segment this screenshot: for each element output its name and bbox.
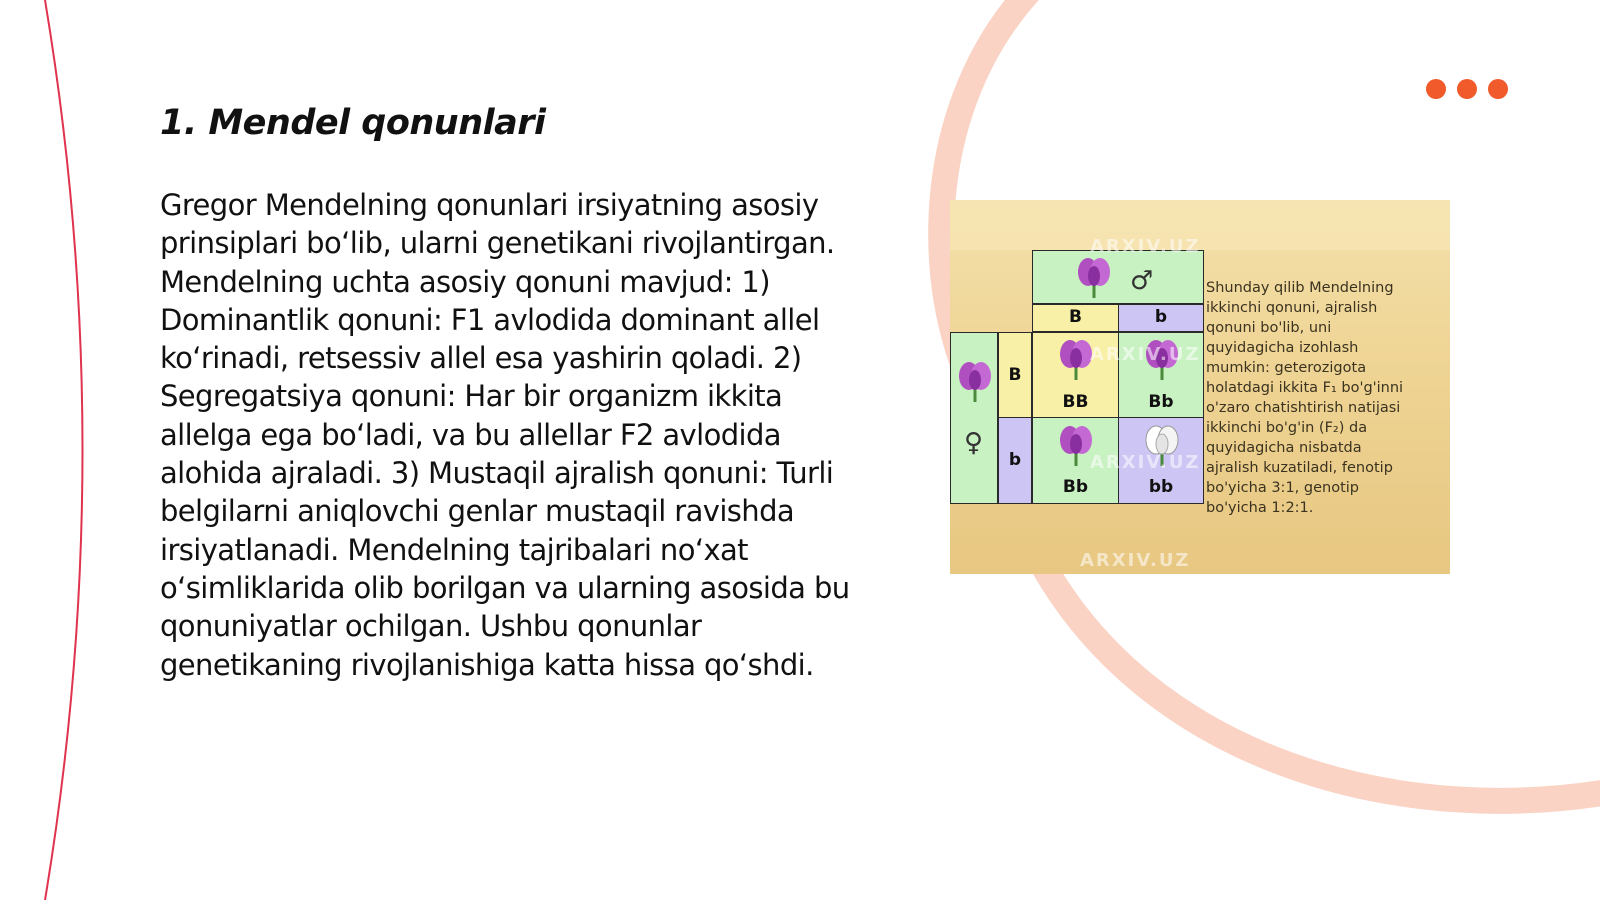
figure-caption bbox=[1206, 278, 1442, 518]
caption-line: ikkinchi bo'g'in (F₂) da bbox=[1206, 420, 1368, 436]
dot bbox=[1488, 79, 1508, 99]
watermark: ARXIV.UZ bbox=[1090, 452, 1201, 473]
caption-line: ajralish kuzatiladi, fenotip bbox=[1206, 460, 1393, 476]
male-symbol: ♂ bbox=[1130, 266, 1154, 296]
caption-line: ikkinchi qonuni, ajralish bbox=[1206, 300, 1378, 316]
caption-line: bo'yicha 3:1, genotip bbox=[1206, 480, 1359, 496]
caption-line: o'zaro chatishtirish natijasi bbox=[1206, 400, 1401, 416]
caption-line: quyidagicha izohlash bbox=[1206, 340, 1359, 356]
caption-line: mumkin: geterozigota bbox=[1206, 360, 1367, 376]
caption-line: bo'yicha 1:2:1. bbox=[1206, 500, 1314, 516]
left-curve-line bbox=[45, 0, 83, 900]
pea-flower-icon bbox=[955, 360, 995, 404]
punnett-square-figure bbox=[950, 200, 1450, 574]
slide-title: 1. Mendel qonunlari bbox=[160, 103, 546, 143]
dot bbox=[1457, 79, 1477, 99]
dot bbox=[1426, 79, 1446, 99]
caption-line: qonuni bo'lib, uni bbox=[1206, 320, 1332, 336]
slide-body-text: Gregor Mendelning qonunlari irsiyatning asosiy prinsiplari bo‘lib, ularni genetikani rivojlantirgan. Mendelning uchta asosiy qonuni mavjud: 1) Dominantlik qonuni: F1 avlodida dominant allel ko‘rinadi, retsessiv allel esa yashirin qoladi. 2) Segregatsiya qonuni: Har bir organizm ikkita allelga ega bo‘ladi, va bu allellar F2 avlodida alohida ajraladi. 3) Mustaqil ajralish qonuni: Turli belgilarni aniqlovchi genlar mustaqil ravishda irsiyatlanadi. Mendelning tajribalari no‘xat o‘simliklarida olib borilgan va ularning asosida bu qonuniyatlar ochilgan. Ushbu qonunlar genetikaning rivojlanishiga katta hissa qo‘shdi. bbox=[160, 188, 850, 682]
female-allele-label: B bbox=[1008, 365, 1022, 385]
caption-line: holatdagi ikkita F₁ bo'g'inni bbox=[1206, 380, 1404, 396]
female-symbol: ♀ bbox=[964, 428, 984, 458]
female-header-cell bbox=[950, 332, 998, 504]
watermark: ARXIV.UZ bbox=[1090, 236, 1201, 257]
pea-flower-icon bbox=[1074, 256, 1114, 300]
genotype-label: bb bbox=[1148, 477, 1174, 497]
genotype-label: Bb bbox=[1062, 477, 1089, 497]
male-allele-label: B bbox=[1069, 307, 1082, 327]
watermark: ARXIV.UZ bbox=[1090, 344, 1201, 365]
male-allele-label: b bbox=[1154, 307, 1168, 327]
watermark: ARXIV.UZ bbox=[1080, 550, 1191, 571]
male-header-cell bbox=[1032, 250, 1204, 304]
caption-line: Shunday qilib Mendelning bbox=[1206, 280, 1394, 296]
caption-line: quyidagicha nisbatda bbox=[1206, 440, 1362, 456]
genotype-label: BB bbox=[1062, 392, 1089, 412]
genotype-label: Bb bbox=[1148, 392, 1174, 412]
more-dots-icon[interactable] bbox=[1426, 79, 1508, 99]
female-allele-label: b bbox=[1008, 450, 1022, 470]
